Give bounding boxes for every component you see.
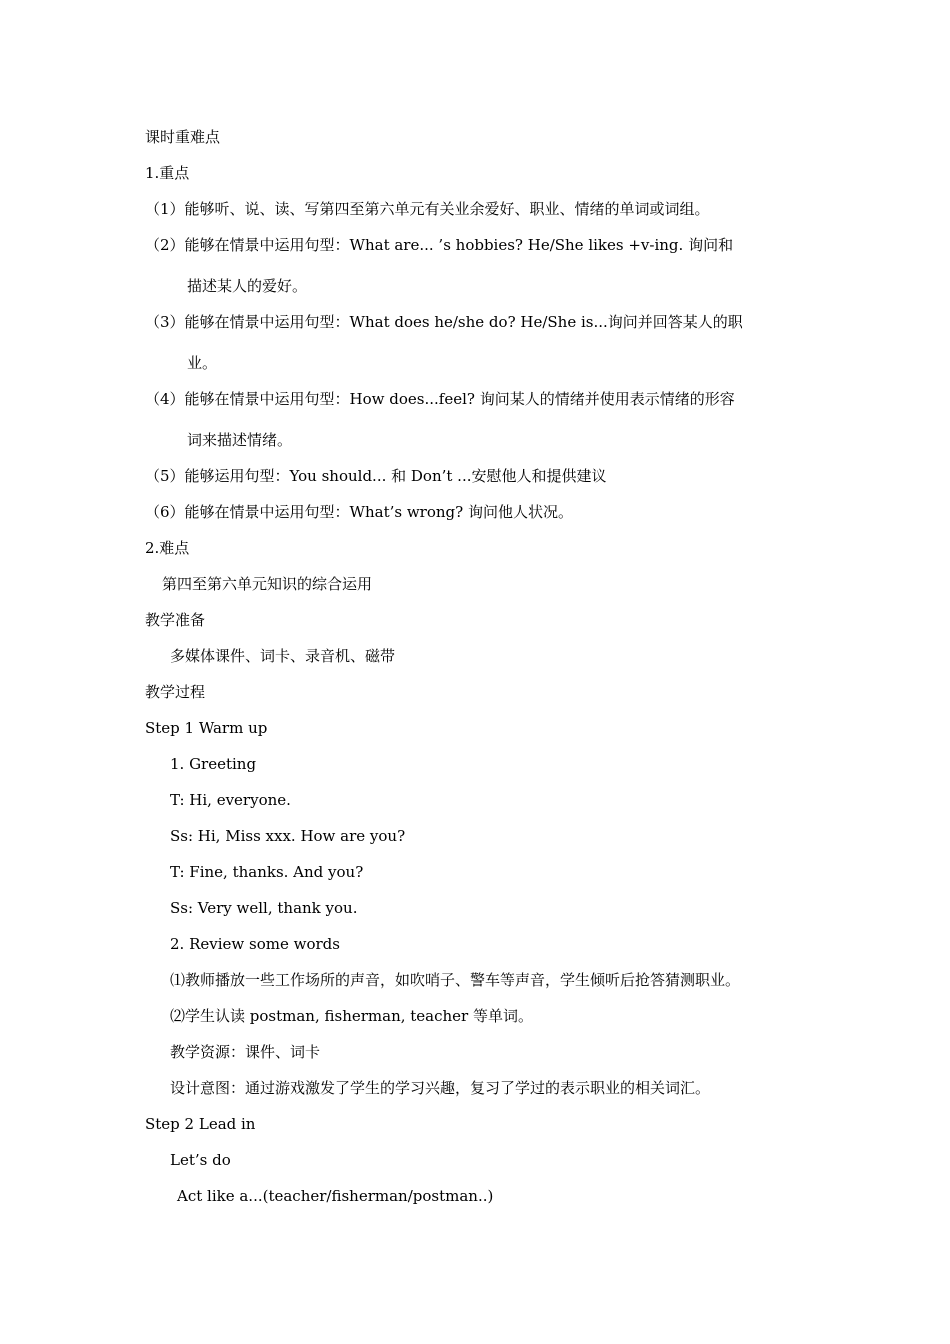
difficulties-text: 第四至第六单元知识的综合运用 (162, 575, 373, 593)
step1-line-dialog: T: Hi, everyone. (170, 791, 291, 809)
step1-line-dialog: Ss: Hi, Miss xxx. How are you? (170, 827, 406, 845)
process-heading: 教学过程 (145, 683, 206, 701)
step1-title: Step 1 Warm up (145, 719, 268, 737)
step2-line-act: Act like a...(teacher/fisherman/postman..) (177, 1187, 494, 1205)
step1-line-activity-1: ⑴教师播放一些工作场所的声音，如吹哨子、警车等声音，学生倾听后抢答猜测职业。 (170, 971, 741, 989)
key-point-item-2-cont: 描述某人的爱好。 (187, 277, 308, 295)
key-point-item-4: （4）能够在情景中运用句型：How does...feel? 询问某人的情绪并使用表示情绪的形容 (145, 390, 735, 408)
step1-line-activity-2: ⑵学生认读 postman, fisherman, teacher 等单词。 (170, 1007, 533, 1025)
preparation-text: 多媒体课件、词卡、录音机、磁带 (170, 647, 396, 665)
step1-line-dialog: T: Fine, thanks. And you? (170, 863, 364, 881)
key-point-item-5: （5）能够运用句型：You should... 和 Don’t ...安慰他人和提供建议 (145, 467, 607, 485)
step2-title: Step 2 Lead in (145, 1115, 256, 1133)
step1-line-resources: 教学资源：课件、词卡 (170, 1043, 321, 1061)
key-point-item-1: （1）能够听、说、读、写第四至第六单元有关业余爱好、职业、情绪的单词或词组。 (145, 200, 710, 218)
step1-line-dialog: Ss: Very well, thank you. (170, 899, 358, 917)
section-heading-key-points: 课时重难点 (145, 128, 221, 146)
preparation-heading: 教学准备 (145, 611, 206, 629)
step1-line-greeting: 1. Greeting (170, 755, 257, 773)
step1-line-review: 2. Review some words (170, 935, 340, 953)
step1-line-design-intent: 设计意图：通过游戏激发了学生的学习兴趣，复习了学过的表示职业的相关词汇。 (170, 1079, 711, 1097)
step2-line-lets-do: Let’s do (170, 1151, 231, 1169)
key-point-item-2: （2）能够在情景中运用句型：What are... ’s hobbies? He/She likes +v-ing. 询问和 (145, 236, 734, 254)
key-points-label: 1.重点 (145, 164, 190, 182)
key-point-item-3: （3）能够在情景中运用句型：What does he/she do? He/She is...询问并回答某人的职 (145, 313, 743, 331)
key-point-item-3-cont: 业。 (187, 354, 218, 372)
difficulties-label: 2.难点 (145, 539, 190, 557)
key-point-item-4-cont: 词来描述情绪。 (187, 431, 293, 449)
key-point-item-6: （6）能够在情景中运用句型：What’s wrong? 询问他人状况。 (145, 503, 573, 521)
